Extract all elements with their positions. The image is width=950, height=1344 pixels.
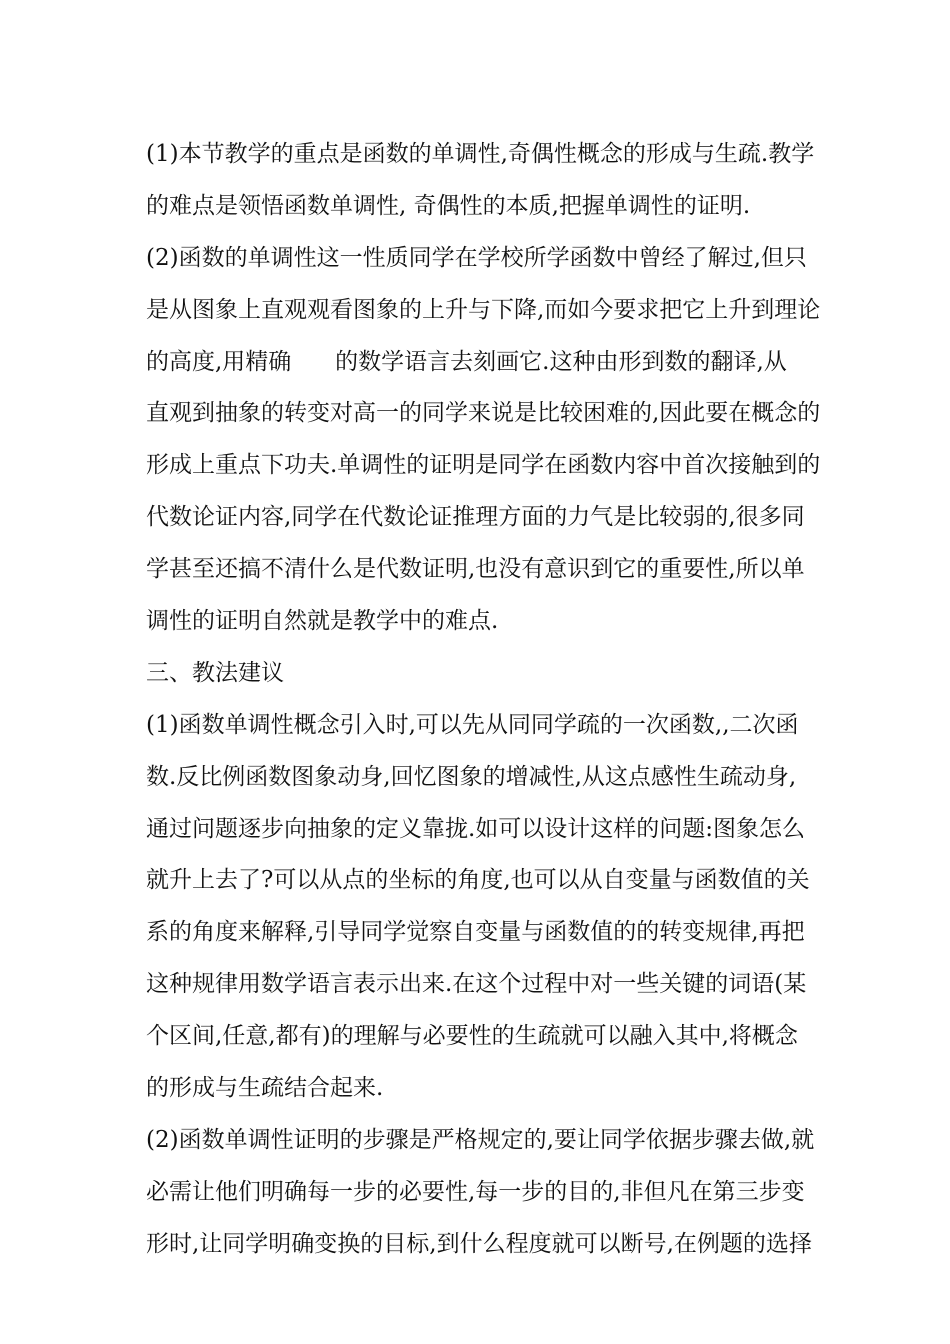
paragraph-line: 就升上去了?可以从点的坐标的角度,也可以从自变量与函数值的关 <box>146 867 810 894</box>
paragraph-line: 系的角度来解释,引导同学觉察自变量与函数值的的转变规律,再把 <box>146 919 805 946</box>
paragraph-line: (1)本节教学的重点是函数的单调性,奇偶性概念的形成与生疏.教学 <box>146 141 815 167</box>
paragraph-line: 直观到抽象的转变对高一的同学来说是比较困难的,因此要在概念的 <box>146 400 821 427</box>
paragraph-line: 学甚至还搞不清什么是代数证明,也没有意识到它的重要性,所以单 <box>146 556 805 583</box>
paragraph-line: 形时,让同学明确变换的目标,到什么程度就可以断号,在例题的选择 <box>146 1230 812 1257</box>
document-body <box>146 129 826 1271</box>
paragraph-line: 的高度,用精确 的数学语言去刻画它.这种由形到数的翻译,从 <box>146 348 787 375</box>
paragraph-line: 数.反比例函数图象动身,回忆图象的增减性,从这点感性生疏动身, <box>146 763 797 790</box>
paragraph-line: 代数论证内容,同学在代数论证推理方面的力气是比较弱的,很多同 <box>146 504 805 531</box>
paragraph-line: (1)函数单调性概念引入时,可以先从同同学疏的一次函数,,二次函 <box>146 711 799 738</box>
section-heading: 三、教法建议 <box>146 659 284 686</box>
paragraph-line: 必需让他们明确每一步的必要性,每一步的目的,非但凡在第三步变 <box>146 1178 805 1205</box>
paragraph-line: 的形成与生疏结合起来. <box>146 1075 384 1102</box>
paragraph-line: 是从图象上直观观看图象的上升与下降,而如今要求把它上升到理论 <box>146 296 821 323</box>
paragraph-line: 的难点是领悟函数单调性, 奇偶性的本质,把握单调性的证明. <box>146 192 751 219</box>
paragraph-line: 个区间,任意,都有)的理解与必要性的生疏就可以融入其中,将概念 <box>146 1023 798 1050</box>
paragraph-line: 形成上重点下功夫.单调性的证明是同学在函数内容中首次接触到的 <box>146 452 821 479</box>
paragraph-line: (2)函数单调性证明的步骤是严格规定的,要让同学依据步骤去做,就 <box>146 1126 815 1153</box>
paragraph-line: 通过问题逐步向抽象的定义靠拢.如可以设计这样的问题:图象怎么 <box>146 815 806 842</box>
paragraph-line: (2)函数的单调性这一性质同学在学校所学函数中曾经了解过,但只 <box>146 244 807 271</box>
paragraph-line: 这种规律用数学语言表示出来.在这个过程中对一些关键的词语(某 <box>146 971 807 998</box>
paragraph-line: 调性的证明自然就是教学中的难点. <box>146 608 499 635</box>
